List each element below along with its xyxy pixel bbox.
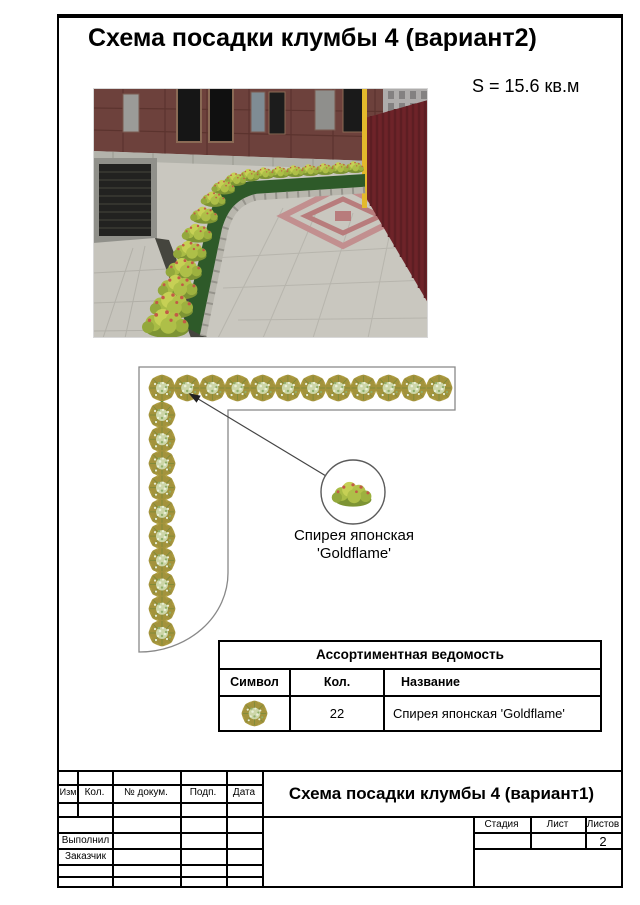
plant-label-line2: 'Goldflame' (316, 545, 392, 562)
qty-cell: 22 (291, 697, 385, 730)
plant-symbol (224, 375, 251, 402)
title-block (57, 770, 623, 888)
plant-symbol (149, 402, 176, 429)
stamp-line (59, 784, 262, 786)
stamp-line (59, 802, 262, 804)
planting-line (162, 388, 439, 633)
plant-symbol (149, 547, 176, 574)
plant-symbol (275, 375, 302, 402)
plant-symbol (426, 375, 453, 402)
spiraea-plan-symbol-icon (241, 700, 268, 727)
plant-symbol (325, 375, 352, 402)
stamp-sheets-label: Листов (586, 819, 620, 830)
stamp-col-izm: Изм (59, 787, 77, 797)
stamp-executed-label: Выполнил (61, 835, 110, 846)
bed-outline (139, 367, 455, 652)
stamp-sheets-value: 2 (599, 834, 607, 849)
stamp-col-kol: Кол. (84, 787, 105, 798)
stamp-col-data: Дата (232, 787, 256, 798)
plant-symbol (199, 375, 226, 402)
stamp-customer-label: Заказчик (64, 851, 107, 862)
leader-line (190, 394, 326, 476)
plant-symbol (149, 474, 176, 501)
plant-symbol (375, 375, 402, 402)
plant-label (278, 527, 430, 563)
plant-symbol (149, 523, 176, 550)
spec-table-header (220, 670, 600, 697)
plant-symbol (400, 375, 427, 402)
stamp-line (59, 876, 262, 878)
stamp-col-ndokum: № докум. (124, 787, 168, 798)
symbol-cell (220, 697, 291, 730)
spec-table-title: Ассортиментная ведомость (220, 642, 600, 670)
plant-symbol (149, 595, 176, 622)
page-title: Схема посадки клумбы 4 (вариант2) (88, 24, 537, 52)
plant-symbol (149, 375, 176, 402)
plant-label-line1: Спирея японская (293, 527, 415, 544)
stamp-line (59, 832, 262, 834)
site-photo (93, 88, 428, 338)
stamp-line (59, 816, 621, 818)
col-header-symbol: Символ (220, 670, 291, 695)
stamp-line (59, 848, 262, 850)
plant-symbol (149, 620, 176, 647)
area-value: S = 15.6 кв.м (472, 76, 580, 96)
table-row (220, 697, 600, 730)
plant-symbol (300, 375, 327, 402)
garage (93, 158, 157, 243)
col-header-name: Название (401, 675, 461, 689)
stamp-col-podp: Подп. (189, 787, 217, 798)
plant-symbol (350, 375, 377, 402)
plant-symbol (249, 375, 276, 402)
stamp-doc-title: Схема посадки клумбы 4 (вариант1) (288, 784, 595, 803)
plant-symbol (149, 450, 176, 477)
plant-symbol (149, 571, 176, 598)
stamp-sheet-label: Лист (546, 819, 569, 830)
col-header-qty: Кол. (291, 670, 385, 695)
spec-table (218, 640, 602, 732)
plant-symbol (149, 426, 176, 453)
name-cell: Спирея японская 'Goldflame' (393, 706, 565, 721)
stamp-stage-label: Стадия (484, 819, 519, 830)
stamp-line (59, 864, 262, 866)
plant-symbol (149, 498, 176, 525)
planting-plan (57, 350, 623, 690)
plant-symbols-layer (149, 375, 453, 647)
